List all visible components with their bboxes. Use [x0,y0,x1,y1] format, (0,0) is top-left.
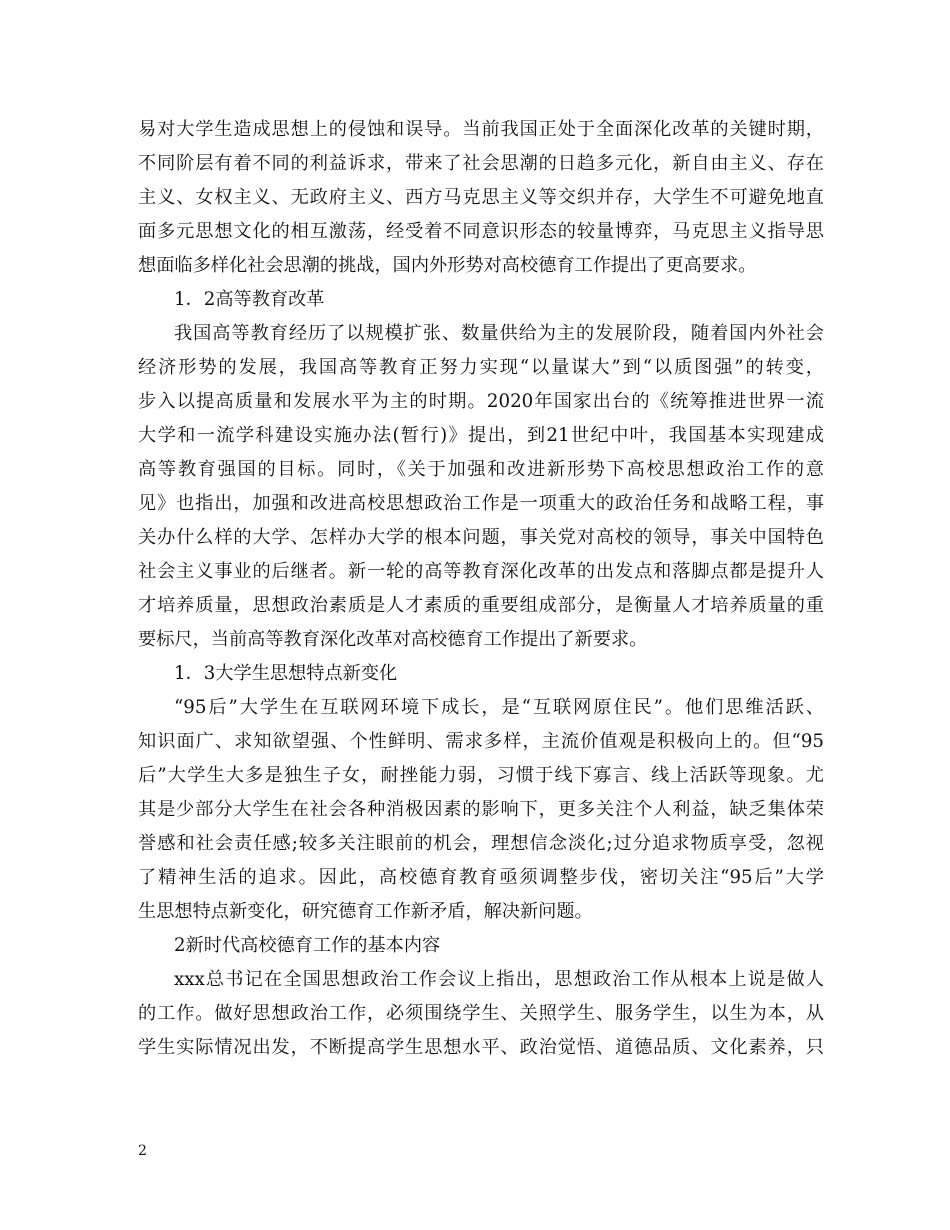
text-line: xxx总书记在全国思想政治工作会议上指出，思想政治工作从根本上说是做人 [174,969,824,990]
text-line: 的工作。做好思想政治工作，必须围绕学生、关照学生、服务学生，以生为本，从 [138,1003,824,1024]
text-line: 经济形势的发展，我国高等教育正努力实现“以量谋大”到“以质图强”的转变， [138,357,824,378]
paragraph [138,963,824,1065]
text-line: 步入以提高质量和发展水平为主的时期。2020年国家出台的《统筹推进世界一流 [138,391,824,412]
paragraph [138,691,824,929]
text-line: 其是少部分大学生在社会各种消极因素的影响下，更多关注个人利益，缺乏集体荣 [138,799,824,820]
text-line: 我国高等教育经历了以规模扩张、数量供给为主的发展阶段，随着国内外社会 [174,323,824,344]
text-line: 大学和一流学科建设实施办法(暂行)》提出，到21世纪中叶，我国基本实现建成 [138,425,824,446]
text-line: 面多元思想文化的相互激荡，经受着不同意识形态的较量博弈，马克思主义指导思 [138,221,824,242]
text-line: 要标尺，当前高等教育深化改革对高校德育工作提出了新要求。 [138,629,648,650]
text-line: 高等教育强国的目标。同时，《关于加强和改进新形势下高校思想政治工作的意 [138,459,824,480]
section-heading: 1．3大学生思想特点新变化 [174,663,398,684]
section-heading: 2新时代高校德育工作的基本内容 [174,935,441,956]
text-line: 后”大学生大多是独生子女，耐挫能力弱，习惯于线下寡言、线上活跃等现象。尤 [138,765,824,786]
text-line: 生思想特点新变化，研究德育工作新矛盾，解决新问题。 [138,901,593,922]
text-line: 不同阶层有着不同的利益诉求，带来了社会思潮的日趋多元化，新自由主义、存在 [138,153,824,174]
text-line: 才培养质量，思想政治素质是人才素质的重要组成部分，是衡量人才培养质量的重 [138,595,824,616]
text-line: 主义、女权主义、无政府主义、西方马克思主义等交织并存，大学生不可避免地直 [138,187,824,208]
paragraph [138,113,824,283]
text-line: 学生实际情况出发，不断提高学生思想水平、政治觉悟、道德品质、文化素养，只 [138,1037,824,1058]
text-line: 见》也指出，加强和改进高校思想政治工作是一项重大的政治任务和战略工程，事 [138,493,824,514]
text-line: 了精神生活的追求。因此，高校德育教育亟须调整步伐，密切关注“95后”大学 [138,867,824,888]
text-line: 誉感和社会责任感;较多关注眼前的机会，理想信念淡化;过分追求物质享受，忽视 [138,833,824,854]
body-text [138,113,824,1065]
text-line: 易对大学生造成思想上的侵蚀和误导。当前我国正处于全面深化改革的关键时期， [138,119,824,140]
text-line: 社会主义事业的后继者。新一轮的高等教育深化改革的出发点和落脚点都是提升人 [138,561,824,582]
paragraph [138,317,824,657]
page-number: 2 [138,1143,147,1159]
text-line: 关办什么样的大学、怎样办大学的根本问题，事关党对高校的领导，事关中国特色 [138,527,824,548]
text-line: “95后”大学生在互联网环境下成长，是“互联网原住民”。他们思维活跃、 [174,697,824,718]
text-line: 想面临多样化社会思潮的挑战，国内外形势对高校德育工作提出了更高要求。 [138,255,757,276]
section-heading: 1．2高等教育改革 [174,289,325,310]
text-line: 知识面广、求知欲望强、个性鲜明、需求多样，主流价值观是积极向上的。但“95 [138,731,824,752]
